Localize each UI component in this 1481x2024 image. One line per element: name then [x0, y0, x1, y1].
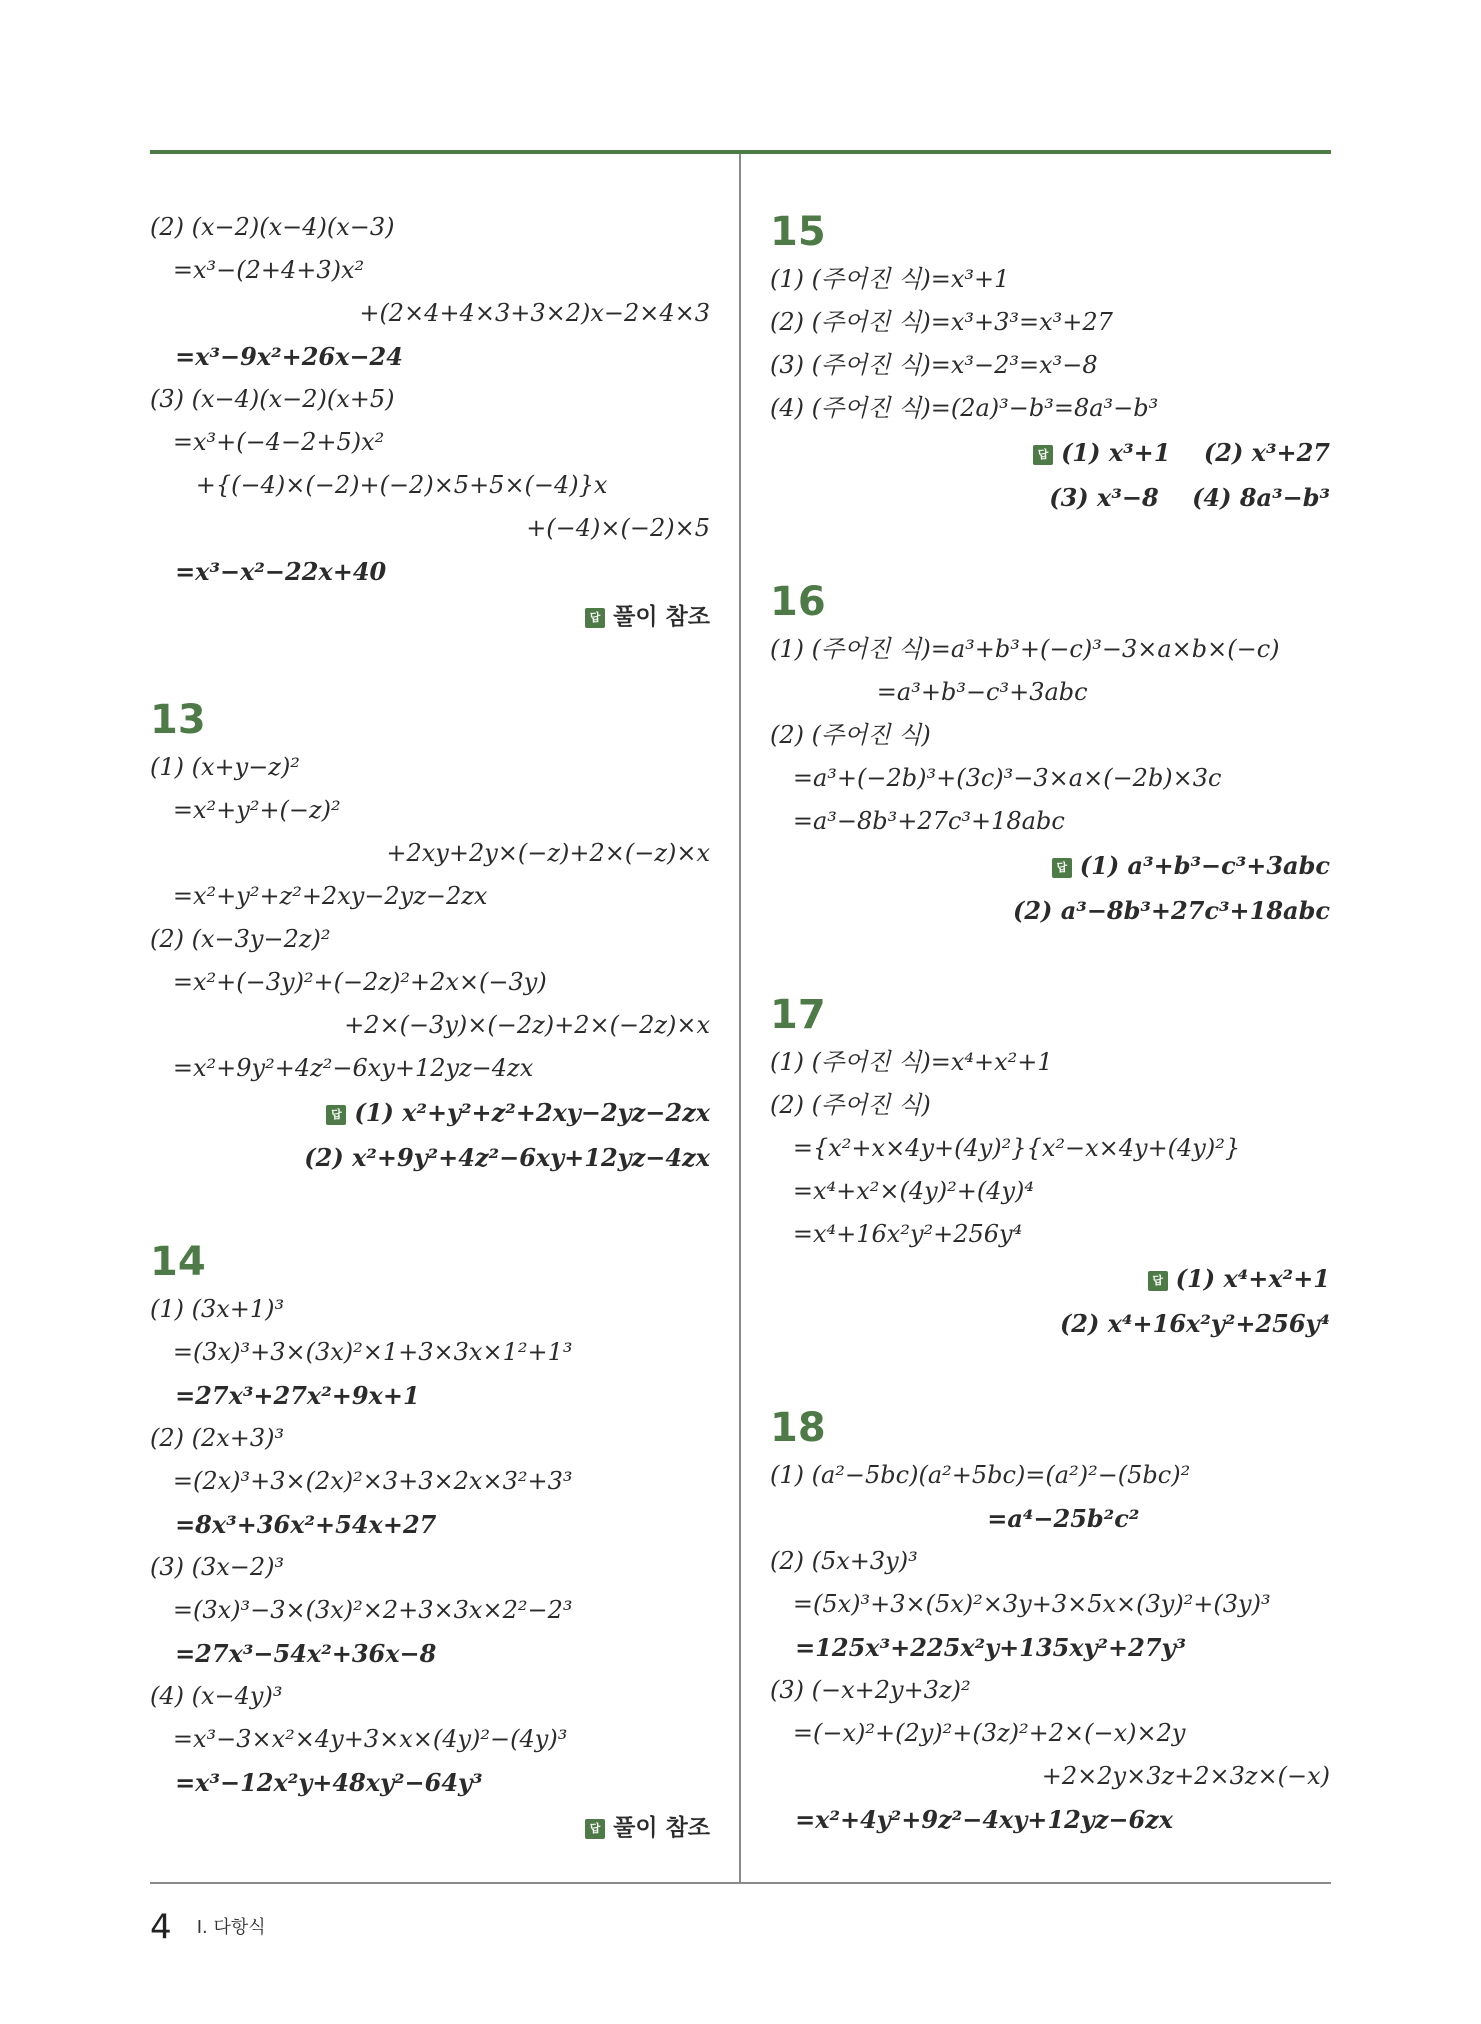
answer-line — [770, 430, 1330, 475]
answer-text: (1) a³+b³−c³+3abc — [1079, 851, 1330, 880]
answer-badge-icon: 답 — [585, 608, 605, 628]
problem-number: 16 — [770, 579, 826, 625]
solution-line: =x³−(2+4+3)x² — [150, 256, 365, 284]
left-column — [150, 206, 710, 1905]
solution-line: (1) (주어진 식)=a³+b³+(−c)³−3×a×b×(−c) — [770, 635, 1280, 663]
answer-badge-icon: 답 — [326, 1105, 346, 1125]
solution-line: +(−4)×(−2)×5 — [526, 514, 710, 542]
solution-line: (3) (3x−2)³ — [150, 1553, 285, 1581]
answer-line: (2) x²+9y²+4z²−6xy+12yz−4zx — [304, 1143, 710, 1172]
solution-line: (1) (x+y−z)² — [150, 753, 300, 781]
see-solution-note: 풀이 참조 — [613, 1815, 710, 1841]
solution-line: =(3x)³−3×(3x)²×2+3×3x×2²−2³ — [150, 1596, 573, 1624]
problem-12-continued — [150, 206, 710, 638]
answer-text: (1) x²+y²+z²+2xy−2yz−2zx — [354, 1098, 710, 1127]
solution-line: (2) (주어진 식) — [770, 1091, 931, 1119]
problem-17 — [770, 989, 1330, 1346]
solution-line: =x²+(−3y)²+(−2z)²+2x×(−3y) — [150, 968, 547, 996]
solution-line: =x⁴+16x²y²+256y⁴ — [770, 1220, 1023, 1248]
solution-line: =x⁴+x²×(4y)²+(4y)⁴ — [770, 1177, 1034, 1205]
answer-line — [150, 1090, 710, 1135]
solution-line: (1) (3x+1)³ — [150, 1295, 285, 1323]
answer-line — [150, 593, 710, 638]
answer-text: (1) x³+1 (2) x³+27 — [1061, 438, 1330, 467]
see-solution-note: 풀이 참조 — [613, 604, 710, 630]
solution-line: (2) (2x+3)³ — [150, 1424, 285, 1452]
solution-line: (1) (주어진 식)=x³+1 — [770, 265, 1010, 293]
answer-text: (1) x⁴+x²+1 — [1175, 1264, 1330, 1293]
solution-line: =x³+(−4−2+5)x² — [150, 428, 385, 456]
solution-line: (1) (a²−5bc)(a²+5bc)=(a²)²−(5bc)² — [770, 1461, 1191, 1489]
answer-line — [150, 1804, 710, 1849]
solution-line: ={x²+x×4y+(4y)²}{x²−x×4y+(4y)²} — [770, 1134, 1241, 1162]
solution-result: =27x³+27x²+9x+1 — [150, 1381, 420, 1410]
answer-badge-icon: 답 — [1148, 1271, 1168, 1291]
answer-badge-icon: 답 — [1033, 445, 1053, 465]
solution-line: (2) (x−2)(x−4)(x−3) — [150, 213, 395, 241]
solution-line: (2) (x−3y−2z)² — [150, 925, 331, 953]
solution-line: +(2×4+4×3+3×2)x−2×4×3 — [359, 299, 710, 327]
problem-number: 17 — [770, 992, 826, 1038]
solution-line: =a³−8b³+27c³+18abc — [770, 807, 1065, 835]
solution-line: =x²+9y²+4z²−6xy+12yz−4zx — [150, 1054, 534, 1082]
solution-line: +{(−4)×(−2)+(−2)×5+5×(−4)}x — [150, 471, 608, 499]
solution-result: =8x³+36x²+54x+27 — [150, 1510, 437, 1539]
problem-number: 18 — [770, 1405, 826, 1451]
solution-line: +2xy+2y×(−z)+2×(−z)×x — [386, 839, 710, 867]
problem-13 — [150, 694, 710, 1180]
solution-line: =a³+(−2b)³+(3c)³−3×a×(−2b)×3c — [770, 764, 1222, 792]
page-footer — [150, 1905, 266, 1949]
solution-line: (3) (x−4)(x−2)(x+5) — [150, 385, 395, 413]
solution-line: (2) (5x+3y)³ — [770, 1547, 918, 1575]
solution-line: (2) (주어진 식)=x³+3³=x³+27 — [770, 308, 1113, 336]
solution-line: =(2x)³+3×(2x)²×3+3×2x×3²+3³ — [150, 1467, 573, 1495]
problem-number: 14 — [150, 1239, 206, 1285]
problem-18 — [770, 1402, 1330, 1841]
solution-line: +2×2y×3z+2×3z×(−x) — [1041, 1762, 1330, 1790]
solution-result: =x³−12x²y+48xy²−64y³ — [150, 1768, 483, 1797]
answer-badge-icon: 답 — [585, 1819, 605, 1839]
solution-line: =a³+b³−c³+3abc — [770, 678, 1088, 706]
solution-result: =27x³−54x²+36x−8 — [150, 1639, 437, 1668]
problem-16 — [770, 576, 1330, 933]
solution-line: (4) (x−4y)³ — [150, 1682, 283, 1710]
solution-line: (3) (−x+2y+3z)² — [770, 1676, 971, 1704]
problem-number: 15 — [770, 209, 826, 255]
problem-number: 13 — [150, 697, 206, 743]
solution-result: =a⁴−25b²c² — [770, 1504, 1140, 1533]
solution-line: =x²+y²+(−z)² — [150, 796, 341, 824]
answer-line: (2) a³−8b³+27c³+18abc — [1012, 896, 1330, 925]
solution-result: =125x³+225x²y+135xy²+27y³ — [770, 1633, 1187, 1662]
answer-line: (2) x⁴+16x²y²+256y⁴ — [1059, 1309, 1330, 1338]
answer-line — [770, 1256, 1330, 1301]
solution-line: (4) (주어진 식)=(2a)³−b³=8a³−b³ — [770, 394, 1159, 422]
problem-14 — [150, 1236, 710, 1849]
solution-line: (1) (주어진 식)=x⁴+x²+1 — [770, 1048, 1053, 1076]
solution-line: =(3x)³+3×(3x)²×1+3×3x×1²+1³ — [150, 1338, 573, 1366]
answer-badge-icon: 답 — [1052, 858, 1072, 878]
solution-result: =x³−x²−22x+40 — [150, 557, 387, 586]
page-number: 4 — [150, 1907, 172, 1948]
solution-result: =x³−9x²+26x−24 — [150, 342, 403, 371]
solution-line: +2×(−3y)×(−2z)+2×(−2z)×x — [344, 1011, 710, 1039]
solution-line: =(5x)³+3×(5x)²×3y+3×5x×(3y)²+(3y)³ — [770, 1590, 1271, 1618]
solution-line: (3) (주어진 식)=x³−2³=x³−8 — [770, 351, 1098, 379]
solution-line: =x²+y²+z²+2xy−2yz−2zx — [150, 882, 488, 910]
solution-line: =(−x)²+(2y)²+(3z)²+2×(−x)×2y — [770, 1719, 1186, 1747]
chapter-label: Ⅰ. 다항식 — [196, 1916, 266, 1938]
solution-line: (2) (주어진 식) — [770, 721, 931, 749]
solution-line: =x³−3×x²×4y+3×x×(4y)²−(4y)³ — [150, 1725, 568, 1753]
problem-15 — [770, 206, 1330, 520]
column-divider — [739, 154, 741, 1882]
solution-result: =x²+4y²+9z²−4xy+12yz−6zx — [770, 1805, 1174, 1834]
answer-line — [770, 843, 1330, 888]
right-column — [770, 206, 1330, 1897]
answer-line: (3) x³−8 (4) 8a³−b³ — [1049, 483, 1330, 512]
